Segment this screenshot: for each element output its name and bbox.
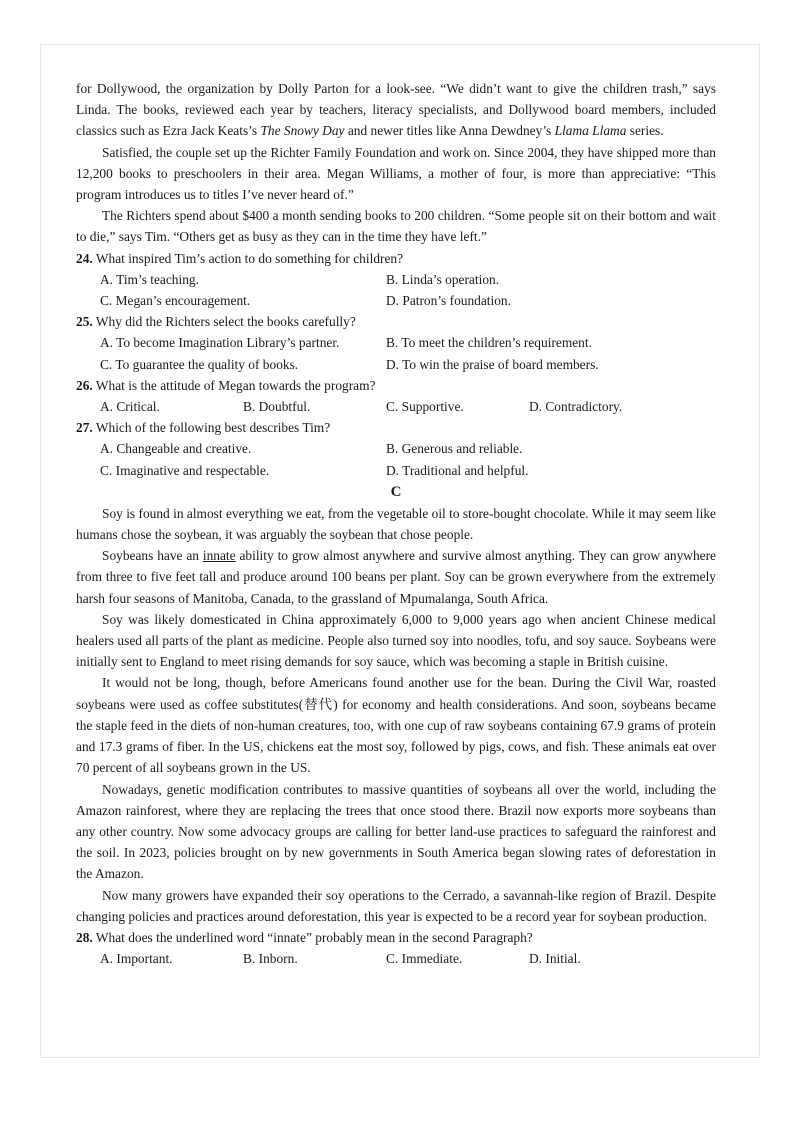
question-28 <box>76 927 716 948</box>
option-b: B. Doubtful. <box>243 399 311 415</box>
option-c: C. To guarantee the quality of books. <box>100 356 299 372</box>
question-27-options <box>76 438 716 459</box>
question-27-options-2 <box>76 460 716 481</box>
question-number: 24. <box>76 250 93 266</box>
question-stem: Which of the following best describes Tim? <box>95 420 331 436</box>
option-a: A. Changeable and creative. <box>100 441 252 457</box>
passage-b-paragraph-1 <box>76 78 716 142</box>
question-number: 28. <box>76 929 93 945</box>
passage-b-paragraph-3: The Richters spend about $400 a month sending books to 200 children. “Some people sit on their bottom and wait to die,” says Tim. “Others get as busy as they can in the time they have left.” <box>76 208 716 245</box>
option-b: B. To meet the children’s requirement. <box>386 335 592 351</box>
question-stem: What is the attitude of Megan towards the program? <box>95 377 376 393</box>
book-title: The Snowy Day <box>260 123 345 139</box>
question-28-options <box>76 948 716 969</box>
text-run: and newer titles like Anna Dewdney’s <box>344 123 555 139</box>
option-c: C. Imaginative and respectable. <box>100 462 270 478</box>
question-24 <box>76 248 716 269</box>
passage-b-paragraph-2: Satisfied, the couple set up the Richter Family Foundation and work on. Since 2004, they have shipped more than 12,200 books to preschoolers in their area. Megan Williams, a mother of four, is more than appreciative: “This program introduces us to titles I’ve never heard of.” <box>76 144 716 203</box>
option-a: A. Important. <box>100 951 173 967</box>
passage-c-paragraph-3: Soy was likely domesticated in China approximately 6,000 to 9,000 years ago when ancient Chinese medical healers used all parts of the plant as medicine. People also turned soy into noodles, tofu, and soy sauce. Soybeans were initially sent to England to meet rising demands for soy sauce, which was becoming a staple in British cuisine. <box>76 611 716 670</box>
question-number: 26. <box>76 377 93 393</box>
option-a: A. Tim’s teaching. <box>100 271 199 287</box>
text-run: ability to grow almost anywhere and survive almost anything. They can grow anywhere from three to five feet tall and produce around 100 beans per plant. Soy can be grown everywhere from the extremely harsh four seasons of Manitoba, Canada, to the grassland of Mpumalanga, South Africa. <box>76 548 716 606</box>
question-26 <box>76 375 716 396</box>
option-a: A. Critical. <box>100 399 160 415</box>
option-d: D. Contradictory. <box>529 399 623 415</box>
question-number: 27. <box>76 420 93 436</box>
passage-c-paragraph-1: Soy is found in almost everything we eat, from the vegetable oil to store-bought chocolate. While it may seem like humans chose the soybean, it was arguably the soybean that chose people. <box>76 505 716 543</box>
option-d: D. Traditional and helpful. <box>386 462 529 478</box>
text-run: Soybeans have an <box>102 548 203 564</box>
text-run: for Dollywood, the organization by Dolly Parton for a look-see. “We didn’t want to give the children trash,” says Linda. The books, reviewed each year by teachers, literacy specialists, and Dollywood board members, included classics such as Ezra Jack Keats’s <box>76 81 716 139</box>
option-b: B. Inborn. <box>243 951 298 967</box>
question-number: 25. <box>76 314 93 330</box>
option-c: C. Megan’s encouragement. <box>100 293 251 309</box>
question-24-options-2 <box>76 290 716 311</box>
option-d: D. Patron’s foundation. <box>386 293 511 309</box>
option-a: A. To become Imagination Library’s partner. <box>100 335 340 351</box>
question-25-options-2 <box>76 354 716 375</box>
passage-c-paragraph-4: It would not be long, though, before Americans found another use for the bean. During the Civil War, roasted soybeans were used as coffee substitutes(替代) for economy and health considerations. And soon, soybeans became the staple feed in the diets of non-human creatures, too, with one cup of raw soybeans containing 67.9 grams of protein and 17.3 grams of fiber. In the US, chickens eat the most soy, followed by pigs, cows, and fish. These animals eat over 70 percent of all soybeans grown in the US. <box>76 675 716 776</box>
section-heading: C <box>390 483 402 500</box>
question-26-options <box>76 396 716 417</box>
underlined-word: innate <box>202 548 236 564</box>
passage-c-paragraph-2 <box>76 545 716 609</box>
option-b: B. Linda’s operation. <box>386 271 500 287</box>
question-stem: What does the underlined word “innate” probably mean in the second Paragraph? <box>95 929 533 945</box>
question-25 <box>76 311 716 332</box>
option-d: D. To win the praise of board members. <box>386 356 599 372</box>
text-run: series. <box>626 123 664 139</box>
question-27 <box>76 417 716 438</box>
passage-c-paragraph-5: Nowadays, genetic modification contributes to massive quantities of soybeans all over the world, including the Amazon rainforest, where they are replacing the trees that once stood there. Brazil now exports more soybeans than any other country. Now some advocacy groups are calling for better land-use practices to safeguard the rainforest and the soil. In 2023, policies brought on by new governments in South America began slowing rates of deforestation in the Amazon. <box>76 781 716 882</box>
exam-page <box>76 78 716 969</box>
passage-c-paragraph-6: Now many growers have expanded their soy operations to the Cerrado, a savannah-like region of Brazil. Despite changing policies and practices around deforestation, this year is expected to be a record year for soybean production. <box>76 887 716 924</box>
question-stem: What inspired Tim’s action to do something for children? <box>95 250 404 266</box>
question-stem: Why did the Richters select the books carefully? <box>95 314 356 330</box>
question-25-options <box>76 332 716 353</box>
option-c: C. Supportive. <box>386 399 464 415</box>
question-24-options <box>76 269 716 290</box>
option-d: D. Initial. <box>529 951 581 967</box>
option-b: B. Generous and reliable. <box>386 441 523 457</box>
book-title: Llama Llama <box>554 123 627 139</box>
option-c: C. Immediate. <box>386 951 463 967</box>
